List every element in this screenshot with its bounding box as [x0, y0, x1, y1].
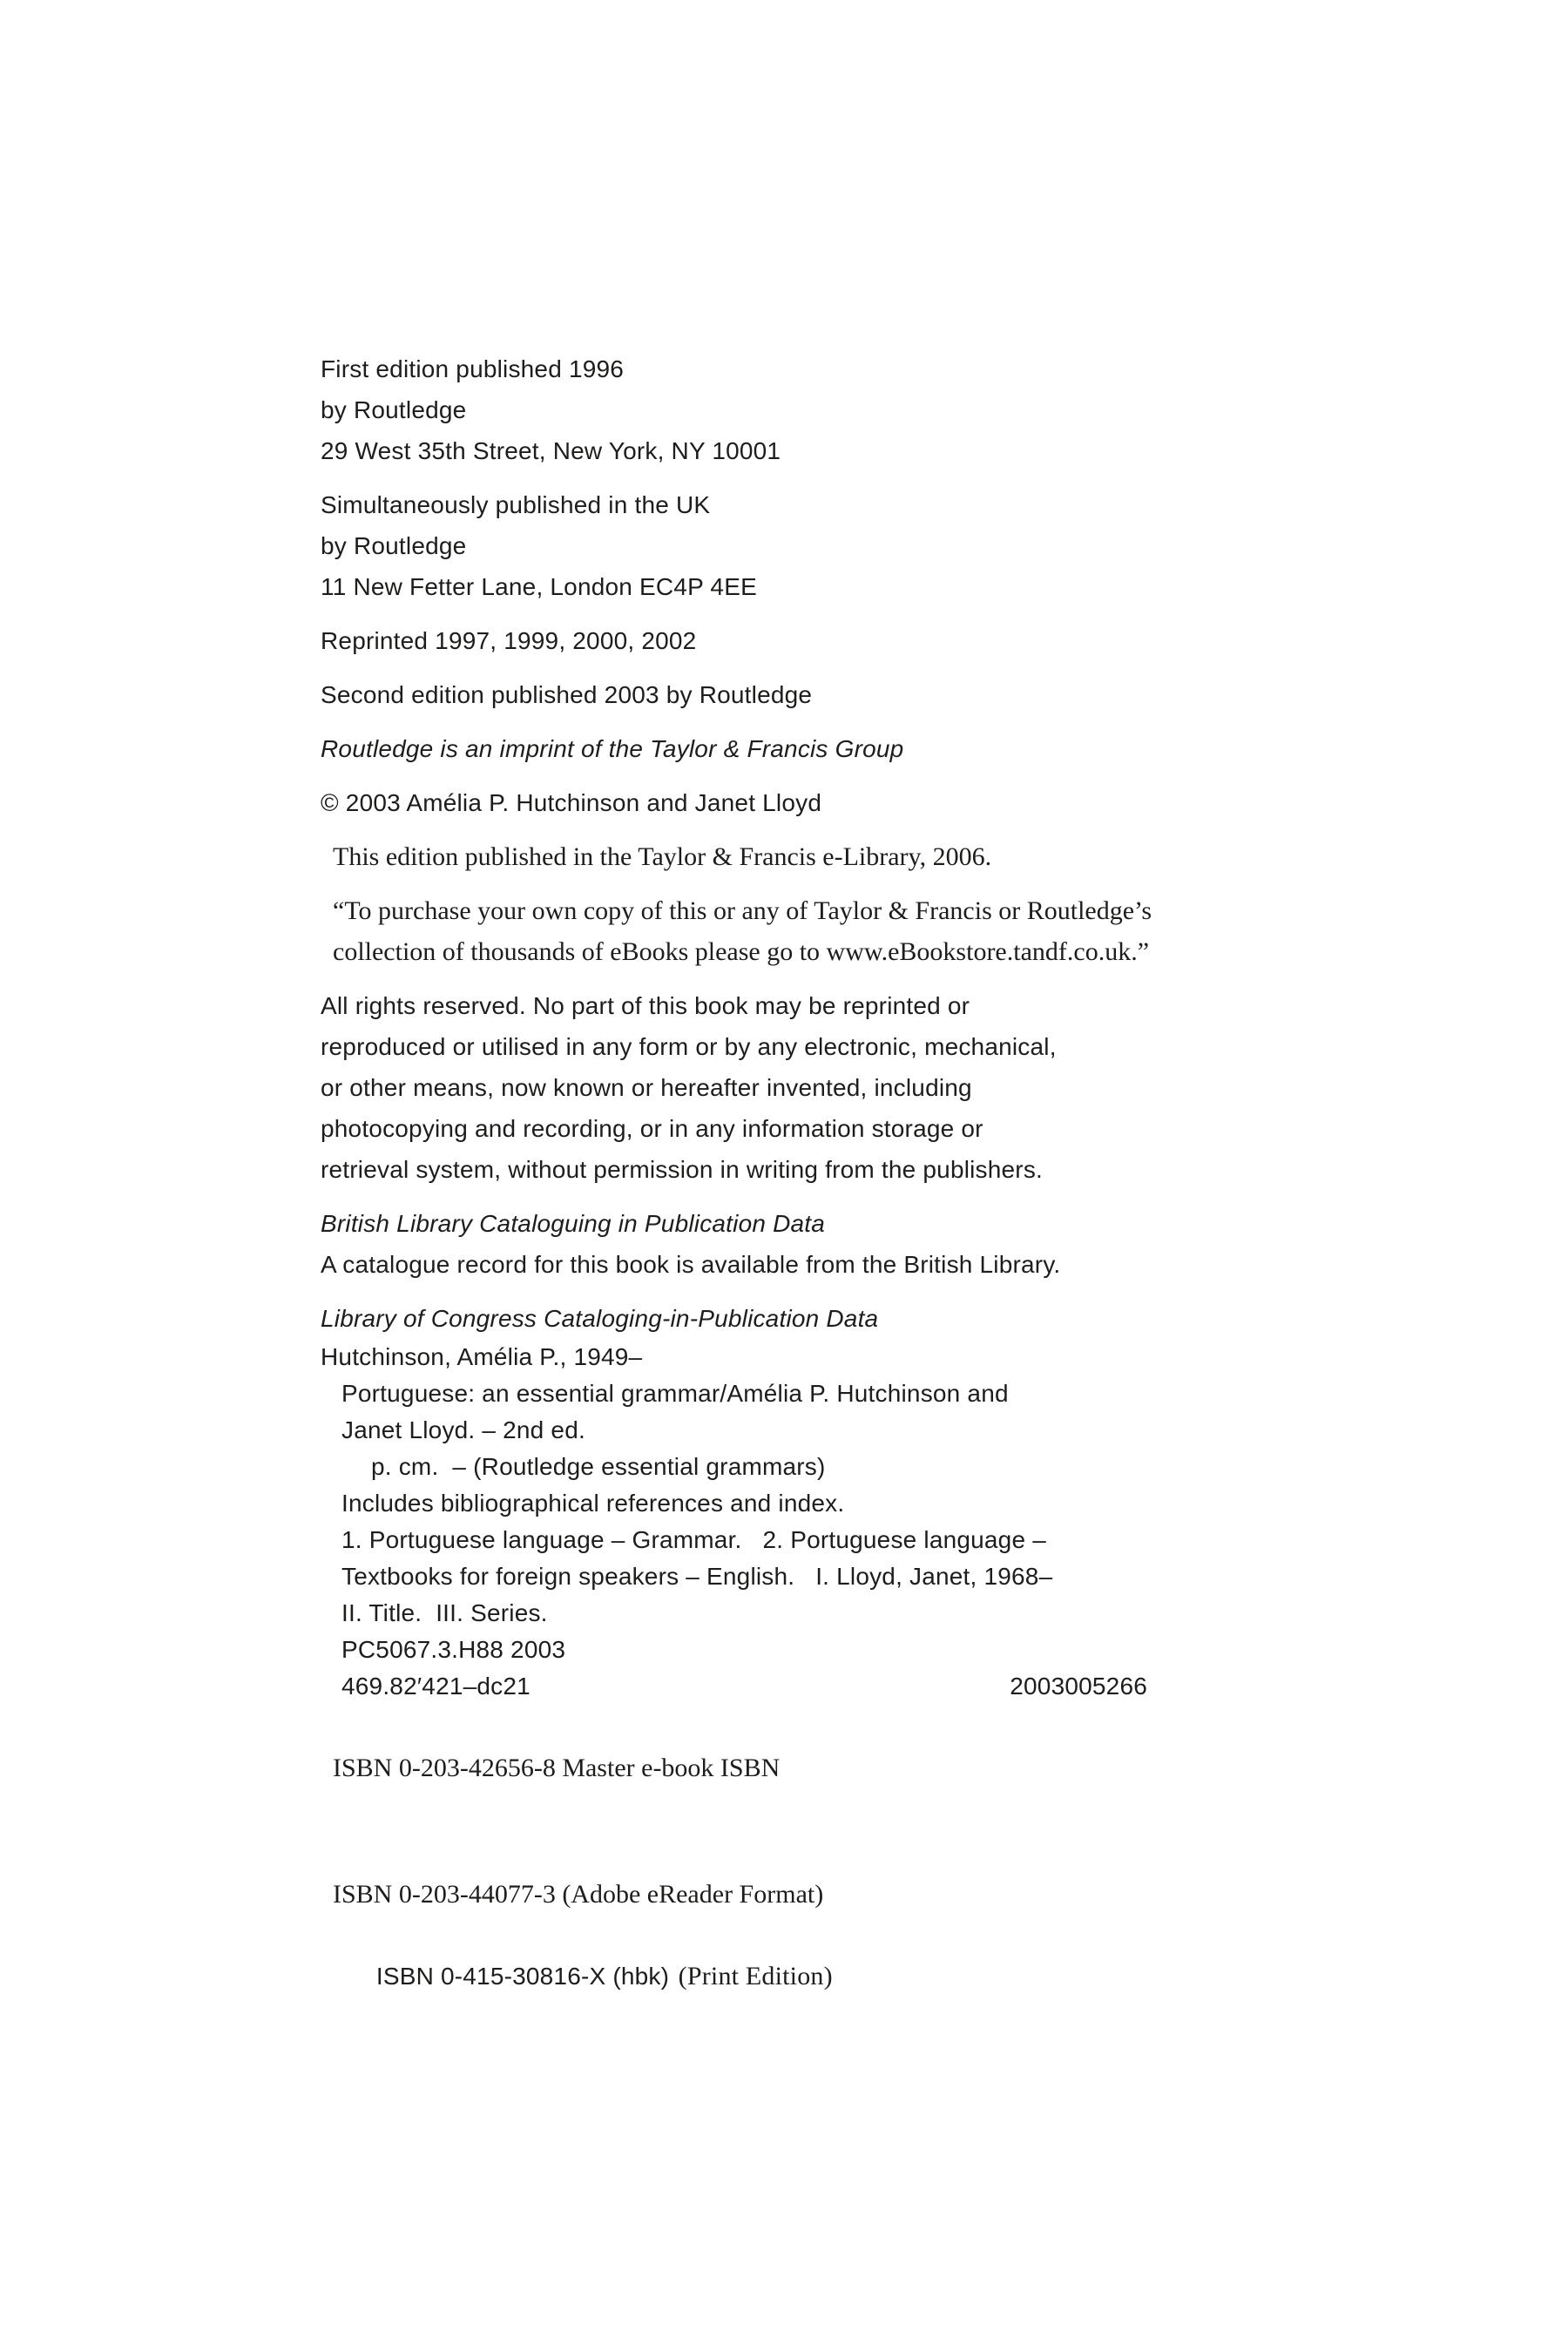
lc-series-line: p. cm. – (Routledge essential grammars) [371, 1453, 826, 1480]
reprint-line: Reprinted 1997, 1999, 2000, 2002 [321, 627, 697, 654]
library-of-congress-block [321, 1298, 1261, 1705]
imprint-note-block [321, 728, 1261, 769]
uk-edition-publisher: by Routledge [321, 532, 467, 559]
isbn-adobe-line: ISBN 0-203-44077-3 (Adobe eReader Format) [333, 1880, 824, 1909]
lc-subject-line-2: Textbooks for foreign speakers – English. I. Lloyd, Janet, 1968– [341, 1563, 1053, 1590]
purchase-note-line-2: collection of thousands of eBooks please go to www.eBookstore.tandf.co.uk.” [333, 937, 1150, 966]
lc-call-number-line: PC5067.3.H88 2003 [341, 1636, 566, 1663]
british-library-heading: British Library Cataloguing in Publication Data [321, 1210, 826, 1237]
lc-subject-line-1: 1. Portuguese language – Grammar. 2. Portuguese language – [341, 1526, 1046, 1553]
purchase-note-block [321, 890, 1261, 972]
lc-author-line: Hutchinson, Amélia P., 1949– [321, 1343, 643, 1370]
imprint-note-line: Routledge is an imprint of the Taylor & Francis Group [321, 735, 904, 762]
rights-line-2: reproduced or utilised in any form or by any electronic, mechanical, [321, 1033, 1057, 1060]
lc-title-line: Portuguese: an essential grammar/Amélia P. Hutchinson and [341, 1380, 1009, 1407]
copyright-block [321, 782, 1261, 823]
lc-title-series-line: II. Title. III. Series. [341, 1599, 548, 1626]
isbn-print-block [321, 1874, 1261, 2038]
second-edition-line: Second edition published 2003 by Routledge [321, 681, 813, 708]
lc-edition-line: Janet Lloyd. – 2nd ed. [341, 1416, 585, 1443]
library-of-congress-heading: Library of Congress Cataloging-in-Publication Data [321, 1305, 879, 1332]
second-edition-block [321, 674, 1261, 715]
copyright-line: © 2003 Amélia P. Hutchinson and Janet Lloyd [321, 789, 822, 816]
first-edition-line: First edition published 1996 [321, 355, 625, 382]
dewey-lccn-row [321, 1668, 1147, 1705]
lc-references-line: Includes bibliographical references and index. [341, 1490, 845, 1517]
uk-edition-line: Simultaneously published in the UK [321, 491, 711, 518]
rights-line-5: retrieval system, without permission in writing from the publishers. [321, 1156, 1044, 1183]
imprint-content [321, 348, 1261, 2051]
rights-line-4: photocopying and recording, or in any information storage or [321, 1115, 983, 1142]
isbn-ebook-block [321, 1747, 1261, 1788]
british-library-text: A catalogue record for this book is available from the British Library. [321, 1251, 1061, 1278]
uk-edition-block [321, 484, 1261, 607]
dewey-number: 469.82′421–dc21 [341, 1673, 531, 1700]
elibrary-note-block [321, 836, 1261, 877]
isbn-ebook-line: ISBN 0-203-42656-8 Master e-book ISBN [333, 1754, 781, 1782]
rights-line-3: or other means, now known or hereafter invented, including [321, 1074, 972, 1101]
lccn-number: 2003005266 [1010, 1673, 1147, 1700]
first-edition-address: 29 West 35th Street, New York, NY 10001 [321, 437, 781, 464]
purchase-note-line-1: “To purchase your own copy of this or any of Taylor & Francis or Routledge’s [333, 896, 1152, 925]
british-library-block [321, 1203, 1261, 1285]
rights-reserved-block [321, 985, 1261, 1190]
rights-line-1: All rights reserved. No part of this book may be reprinted or [321, 992, 970, 1019]
isbn-print-suffix: (Print Edition) [678, 1962, 833, 1990]
elibrary-note-line: This edition published in the Taylor & Francis e-Library, 2006. [333, 842, 992, 871]
reprint-block [321, 620, 1261, 661]
isbn-print-main: ISBN 0-415-30816-X (hbk) [375, 1963, 670, 1990]
first-edition-publisher: by Routledge [321, 396, 467, 423]
isbn-print-line [321, 1915, 1261, 2038]
first-edition-block [321, 348, 1261, 471]
uk-edition-address: 11 New Fetter Lane, London EC4P 4EE [321, 573, 757, 600]
